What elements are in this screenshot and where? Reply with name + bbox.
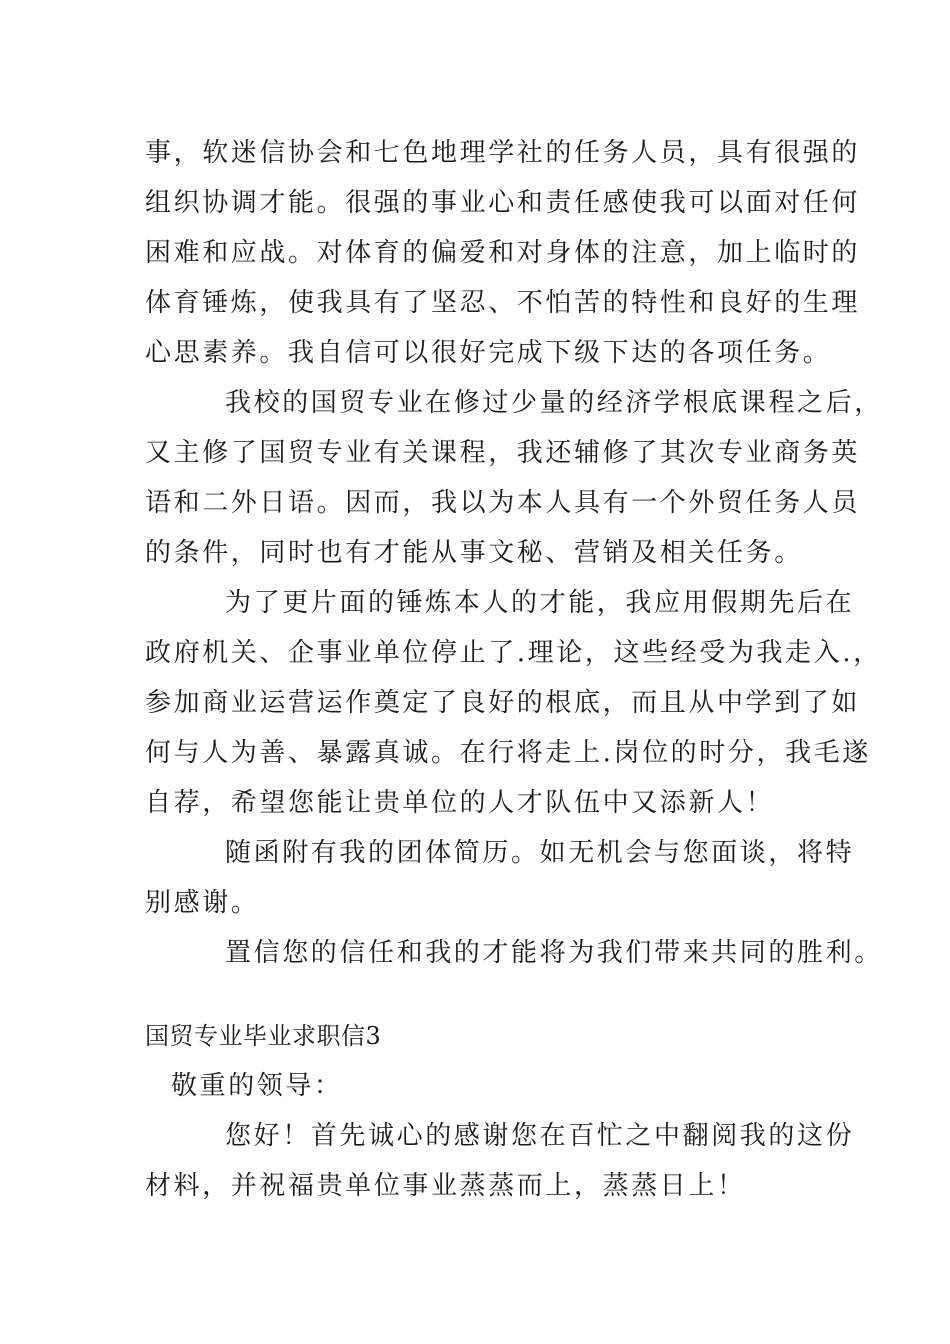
salutation: 敬重的领导： — [171, 1071, 343, 1101]
body-line: 的条件，同时也有才能从事文秘、营销及相关任务。 — [145, 538, 803, 568]
paragraph-first-line: 我校的国贸专业在修过少量的经济学根底课程之后， — [225, 388, 883, 418]
body-line: 事，软迷信协会和七色地理学社的任务人员，具有很强的 — [145, 138, 861, 168]
paragraph-first-line: 您好！首先诚心的感谢您在百忙之中翻阅我的这份 — [225, 1121, 855, 1151]
body-line: 自荐，希望您能让贵单位的人才队伍中又添新人！ — [145, 788, 775, 818]
body-line: 政府机关、企事业单位停止了.理论，这些经受为我走入.， — [145, 638, 882, 668]
body-line: 心思素养。我自信可以很好完成下级下达的各项任务。 — [145, 338, 832, 368]
paragraph-first-line: 随函附有我的团体简历。如无机会与您面谈，将特 — [225, 838, 855, 868]
body-line: 参加商业运营运作奠定了良好的根底，而且从中学到了如 — [145, 688, 861, 718]
body-line: 又主修了国贸专业有关课程，我还辅修了其次专业商务英 — [145, 438, 861, 468]
body-line: 体育锤炼，使我具有了坚忍、不怕苦的特性和良好的生理 — [145, 288, 861, 318]
body-line: 何与人为善、暴露真诚。在行将走上.岗位的时分，我毛遂 — [145, 738, 871, 768]
body-line: 困难和应战。对体育的偏爱和对身体的注意，加上临时的 — [145, 238, 861, 268]
body-line: 别感谢。 — [145, 888, 260, 918]
section-gap — [145, 978, 835, 1011]
body-line: 语和二外日语。因而，我以为本人具有一个外贸任务人员 — [145, 488, 861, 518]
closing-line: 置信您的信任和我的才能将为我们带来共同的胜利。 — [225, 938, 883, 968]
section-title: 国贸专业毕业求职信3 — [145, 1022, 382, 1050]
body-line: 材料，并祝福贵单位事业蒸蒸而上，蒸蒸日上！ — [145, 1171, 746, 1201]
paragraph-first-line: 为了更片面的锤炼本人的才能，我应用假期先后在 — [225, 588, 855, 618]
letter-body — [145, 128, 883, 1211]
body-line: 组织协调才能。很强的事业心和责任感使我可以面对任何 — [145, 188, 861, 218]
